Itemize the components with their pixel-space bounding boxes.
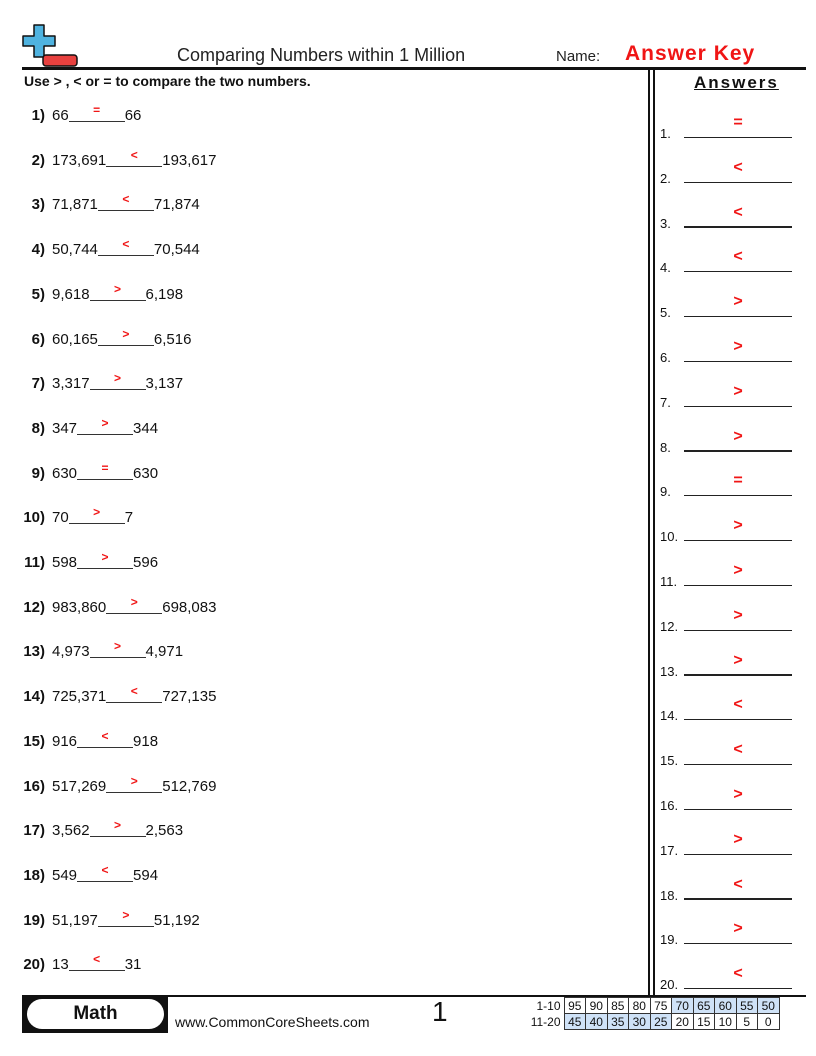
left-number: 51,197: [52, 911, 98, 929]
answer-label: 10.: [660, 529, 679, 545]
answer-label: 12.: [660, 618, 679, 634]
answer-label: 15.: [660, 753, 679, 769]
answer-label: 20.: [660, 977, 679, 993]
answer-line[interactable]: [684, 809, 792, 810]
answer-row: [660, 335, 792, 365]
answer-value: <: [733, 203, 743, 221]
right-number: 31: [124, 956, 142, 974]
problem-number: 19): [23, 911, 45, 929]
left-number: 598: [52, 554, 78, 571]
left-number: 173,691: [52, 151, 107, 169]
score-cell: 35: [607, 1014, 629, 1030]
answer-line[interactable]: [684, 450, 792, 451]
comparison-blank[interactable]: [90, 372, 146, 390]
comparison-answer: =: [93, 103, 101, 117]
answer-value: <: [733, 965, 743, 983]
answer-label: 18.: [660, 887, 679, 903]
answer-line[interactable]: [684, 674, 792, 675]
right-number: 2,563: [145, 822, 184, 840]
comparison-blank[interactable]: [98, 238, 154, 256]
score-cell: 90: [586, 998, 608, 1014]
score-range-label: 1-10: [536, 998, 561, 1013]
answer-row: [660, 469, 792, 499]
comparison-answer: >: [101, 550, 109, 564]
problem-number: 15): [23, 732, 45, 750]
answer-value: >: [733, 382, 743, 400]
answer-value: <: [733, 875, 743, 893]
comparison-answer: <: [122, 192, 130, 207]
problem-number: 18): [23, 866, 45, 884]
comparison-blank[interactable]: [77, 730, 133, 748]
answer-label: 9.: [660, 484, 671, 500]
problem-row: [0, 592, 216, 616]
right-number: 512,769: [162, 777, 217, 795]
right-number: 51,192: [153, 911, 200, 929]
answer-row: [660, 649, 792, 679]
problem-row: [0, 189, 200, 213]
answer-line[interactable]: [684, 495, 792, 496]
left-number: 725,371: [52, 688, 107, 706]
score-range-label: 11-20: [530, 1014, 561, 1029]
comparison-answer: >: [114, 639, 122, 654]
problem-number: 5): [31, 285, 45, 303]
problem-number: 12): [23, 598, 45, 616]
answer-line[interactable]: [684, 316, 792, 317]
problem-number: 16): [23, 777, 45, 795]
answer-value: =: [733, 472, 743, 490]
comparison-blank[interactable]: [69, 104, 125, 122]
answer-label: 1.: [660, 126, 671, 141]
problem-number: 4): [31, 241, 45, 259]
answer-line[interactable]: [684, 271, 792, 272]
answer-line[interactable]: [684, 182, 792, 183]
right-number: 727,135: [162, 688, 217, 706]
comparison-answer: >: [93, 505, 101, 520]
left-number: 70: [52, 509, 69, 527]
right-number: 71,874: [153, 196, 200, 214]
comparison-answer: <: [101, 728, 109, 743]
comparison-answer: >: [101, 415, 109, 430]
problem-row: [0, 771, 216, 795]
problem-number: 7): [31, 375, 45, 393]
left-number: 630: [52, 464, 78, 482]
problem-number: 9): [31, 464, 45, 482]
problem-row: [0, 413, 158, 437]
answer-label: 17.: [660, 842, 679, 858]
right-number: 6,198: [145, 285, 184, 303]
answer-label: 8.: [660, 439, 671, 455]
comparison-answer: >: [114, 281, 122, 296]
problem-row: [0, 458, 158, 482]
answer-label: 6.: [660, 350, 671, 365]
right-number: 70,544: [153, 241, 200, 259]
comparison-blank[interactable]: [98, 193, 154, 211]
score-row: [526, 1014, 779, 1030]
answer-line[interactable]: [684, 898, 792, 899]
answer-value: >: [733, 606, 743, 624]
comparison-blank[interactable]: [69, 953, 125, 971]
right-number: 3,137: [145, 375, 184, 393]
answer-value: <: [733, 158, 743, 176]
score-cell: 45: [564, 1014, 586, 1030]
answer-row: [660, 514, 792, 544]
comparison-answer: >: [122, 326, 130, 341]
answers-title: Answers: [694, 73, 779, 92]
answer-row: [660, 245, 792, 275]
column-divider: [653, 69, 655, 996]
left-number: 549: [52, 866, 78, 884]
problem-row: [0, 234, 200, 258]
website-link[interactable]: www.CommonCoreSheets.com: [175, 1014, 370, 1030]
answer-line[interactable]: [684, 226, 792, 227]
subject-badge: Math: [27, 999, 164, 1029]
comparison-answer: <: [130, 147, 138, 162]
answer-line[interactable]: [684, 764, 792, 765]
problem-row: [0, 547, 158, 571]
answer-value: <: [733, 248, 743, 266]
right-number: 7: [124, 509, 134, 527]
answer-label: 11.: [660, 574, 678, 589]
comparison-blank[interactable]: [106, 149, 162, 167]
answer-value: =: [733, 114, 743, 131]
comparison-answer: <: [93, 952, 101, 967]
answer-label: 16.: [660, 798, 679, 813]
problem-number: 17): [23, 822, 45, 840]
comparison-answer: >: [130, 594, 138, 609]
page-number: 1: [432, 996, 448, 1027]
instructions: Use > , < or = to compare the two numbers.: [24, 73, 311, 89]
score-cell: 50: [758, 998, 780, 1014]
right-number: 630: [133, 464, 159, 482]
answer-label: 5.: [660, 305, 671, 321]
comparison-blank[interactable]: [98, 909, 154, 927]
answer-line[interactable]: [684, 854, 792, 855]
problem-row: [0, 279, 183, 303]
score-cell: 60: [715, 998, 737, 1014]
answer-value: >: [733, 651, 743, 669]
answer-value: >: [733, 517, 743, 535]
left-number: 71,871: [52, 196, 98, 214]
problem-number: 13): [23, 643, 45, 661]
left-number: 66: [52, 107, 69, 124]
answer-label: 14.: [660, 708, 679, 724]
comparison-answer: <: [101, 862, 109, 877]
problem-row: [0, 726, 158, 750]
answer-row: [660, 828, 792, 858]
answer-value: >: [733, 338, 743, 355]
problem-row: [0, 681, 216, 705]
answer-row: [660, 156, 792, 186]
problem-row: [0, 815, 183, 839]
right-number: 698,083: [162, 598, 217, 616]
plus-minus-logo-icon: [22, 24, 80, 68]
answer-row: [660, 873, 792, 903]
comparison-answer: <: [122, 237, 130, 252]
answer-row: [660, 425, 792, 455]
name-label: Name:: [556, 48, 601, 65]
comparison-blank[interactable]: [98, 328, 154, 346]
problem-row: [0, 145, 216, 169]
comparison-blank[interactable]: [90, 283, 146, 301]
answer-label: 19.: [660, 932, 679, 948]
answer-row: [660, 604, 792, 634]
score-row: [526, 998, 779, 1014]
problem-row: [0, 368, 183, 392]
problem-row: [0, 949, 141, 973]
answer-value: <: [733, 741, 743, 759]
answer-label: 13.: [660, 663, 679, 679]
comparison-answer: =: [101, 460, 109, 475]
answer-row: [660, 559, 792, 589]
answer-label: 2.: [660, 170, 671, 186]
left-number: 517,269: [52, 777, 107, 795]
left-number: 50,744: [52, 241, 98, 259]
problem-number: 20): [23, 956, 45, 974]
score-cell: 40: [586, 1014, 608, 1030]
score-cell: 0: [758, 1014, 780, 1030]
answer-line[interactable]: [684, 630, 792, 631]
comparison-answer: >: [130, 773, 138, 788]
problem-row: [0, 905, 200, 929]
answer-line[interactable]: [684, 361, 792, 362]
left-number: 4,973: [52, 643, 90, 661]
answer-value: <: [733, 696, 743, 714]
right-number: 6,516: [153, 330, 192, 348]
answer-row: [660, 111, 792, 141]
comparison-answer: <: [130, 684, 138, 699]
problem-row: [0, 100, 141, 124]
problem-row: [0, 636, 183, 660]
answer-value: >: [733, 427, 743, 445]
answer-line[interactable]: [684, 943, 792, 944]
header-rule: [22, 67, 806, 70]
answer-value: >: [733, 830, 743, 848]
problem-row: [0, 324, 191, 348]
comparison-blank[interactable]: [77, 551, 133, 569]
left-number: 3,562: [52, 822, 90, 840]
comparison-answer: >: [122, 907, 130, 922]
answer-label: 7.: [660, 394, 671, 410]
answer-line[interactable]: [684, 540, 792, 541]
answer-value: >: [733, 920, 743, 938]
answer-row: [660, 738, 792, 768]
score-cell: 5: [736, 1014, 758, 1030]
answer-line[interactable]: [684, 137, 792, 138]
comparison-answer: >: [114, 371, 122, 386]
answer-value: >: [733, 293, 743, 311]
right-number: 66: [124, 107, 142, 124]
right-number: 918: [133, 732, 159, 750]
comparison-blank[interactable]: [77, 462, 133, 480]
problem-number: 1): [31, 107, 45, 124]
right-number: 594: [133, 866, 159, 884]
comparison-blank[interactable]: [69, 506, 125, 524]
score-cell: 65: [693, 998, 715, 1014]
left-number: 916: [52, 732, 78, 750]
answer-value: >: [733, 786, 743, 803]
score-cell: 20: [672, 1014, 694, 1030]
problem-number: 2): [31, 151, 45, 169]
answer-row: [660, 290, 792, 320]
score-cell: 70: [672, 998, 694, 1014]
score-cell: 85: [607, 998, 629, 1014]
comparison-blank[interactable]: [90, 819, 146, 837]
left-number: 3,317: [52, 375, 90, 393]
problem-number: 11): [24, 554, 45, 571]
score-cell: 80: [629, 998, 651, 1014]
right-number: 344: [133, 419, 159, 437]
answer-row: [660, 962, 792, 992]
comparison-blank[interactable]: [106, 685, 162, 703]
answer-row: [660, 201, 792, 231]
comparison-answer: >: [114, 818, 122, 833]
name-value: Answer Key: [625, 42, 756, 65]
right-number: 193,617: [162, 151, 217, 169]
problem-row: [0, 502, 133, 526]
problem-number: 8): [31, 419, 45, 437]
score-cell: 55: [736, 998, 758, 1014]
problem-number: 10): [23, 509, 45, 527]
problem-number: 3): [31, 196, 45, 214]
answer-label: 3.: [660, 215, 671, 231]
answer-row: [660, 693, 792, 723]
score-cell: 10: [715, 1014, 737, 1030]
problem-number: 14): [23, 688, 45, 706]
score-cell: 75: [650, 998, 672, 1014]
comparison-blank[interactable]: [77, 864, 133, 882]
problem-row: [0, 860, 158, 884]
left-number: 347: [52, 419, 78, 437]
left-number: 983,860: [52, 598, 107, 616]
answer-line[interactable]: [684, 719, 792, 720]
right-number: 4,971: [145, 643, 184, 661]
answer-value: >: [733, 562, 743, 579]
comparison-blank[interactable]: [77, 417, 133, 435]
answer-line[interactable]: [684, 585, 792, 586]
left-number: 60,165: [52, 330, 98, 348]
answer-row: [660, 917, 792, 947]
score-cell: 30: [629, 1014, 651, 1030]
answer-line[interactable]: [684, 406, 792, 407]
answer-row: [660, 783, 792, 813]
score-cell: 95: [564, 998, 586, 1014]
answer-label: 4.: [660, 260, 671, 276]
worksheet-title: Comparing Numbers within 1 Million: [177, 45, 466, 65]
answer-line[interactable]: [684, 988, 792, 989]
score-table: [526, 997, 780, 1030]
problem-number: 6): [31, 330, 45, 348]
score-cell: 15: [693, 1014, 715, 1030]
comparison-blank[interactable]: [90, 640, 146, 658]
comparison-blank[interactable]: [106, 596, 162, 614]
right-number: 596: [133, 554, 159, 571]
column-divider: [648, 69, 650, 996]
score-cell: 25: [650, 1014, 672, 1030]
comparison-blank[interactable]: [106, 775, 162, 793]
left-number: 9,618: [52, 285, 90, 303]
answer-row: [660, 380, 792, 410]
left-number: 13: [52, 956, 69, 974]
